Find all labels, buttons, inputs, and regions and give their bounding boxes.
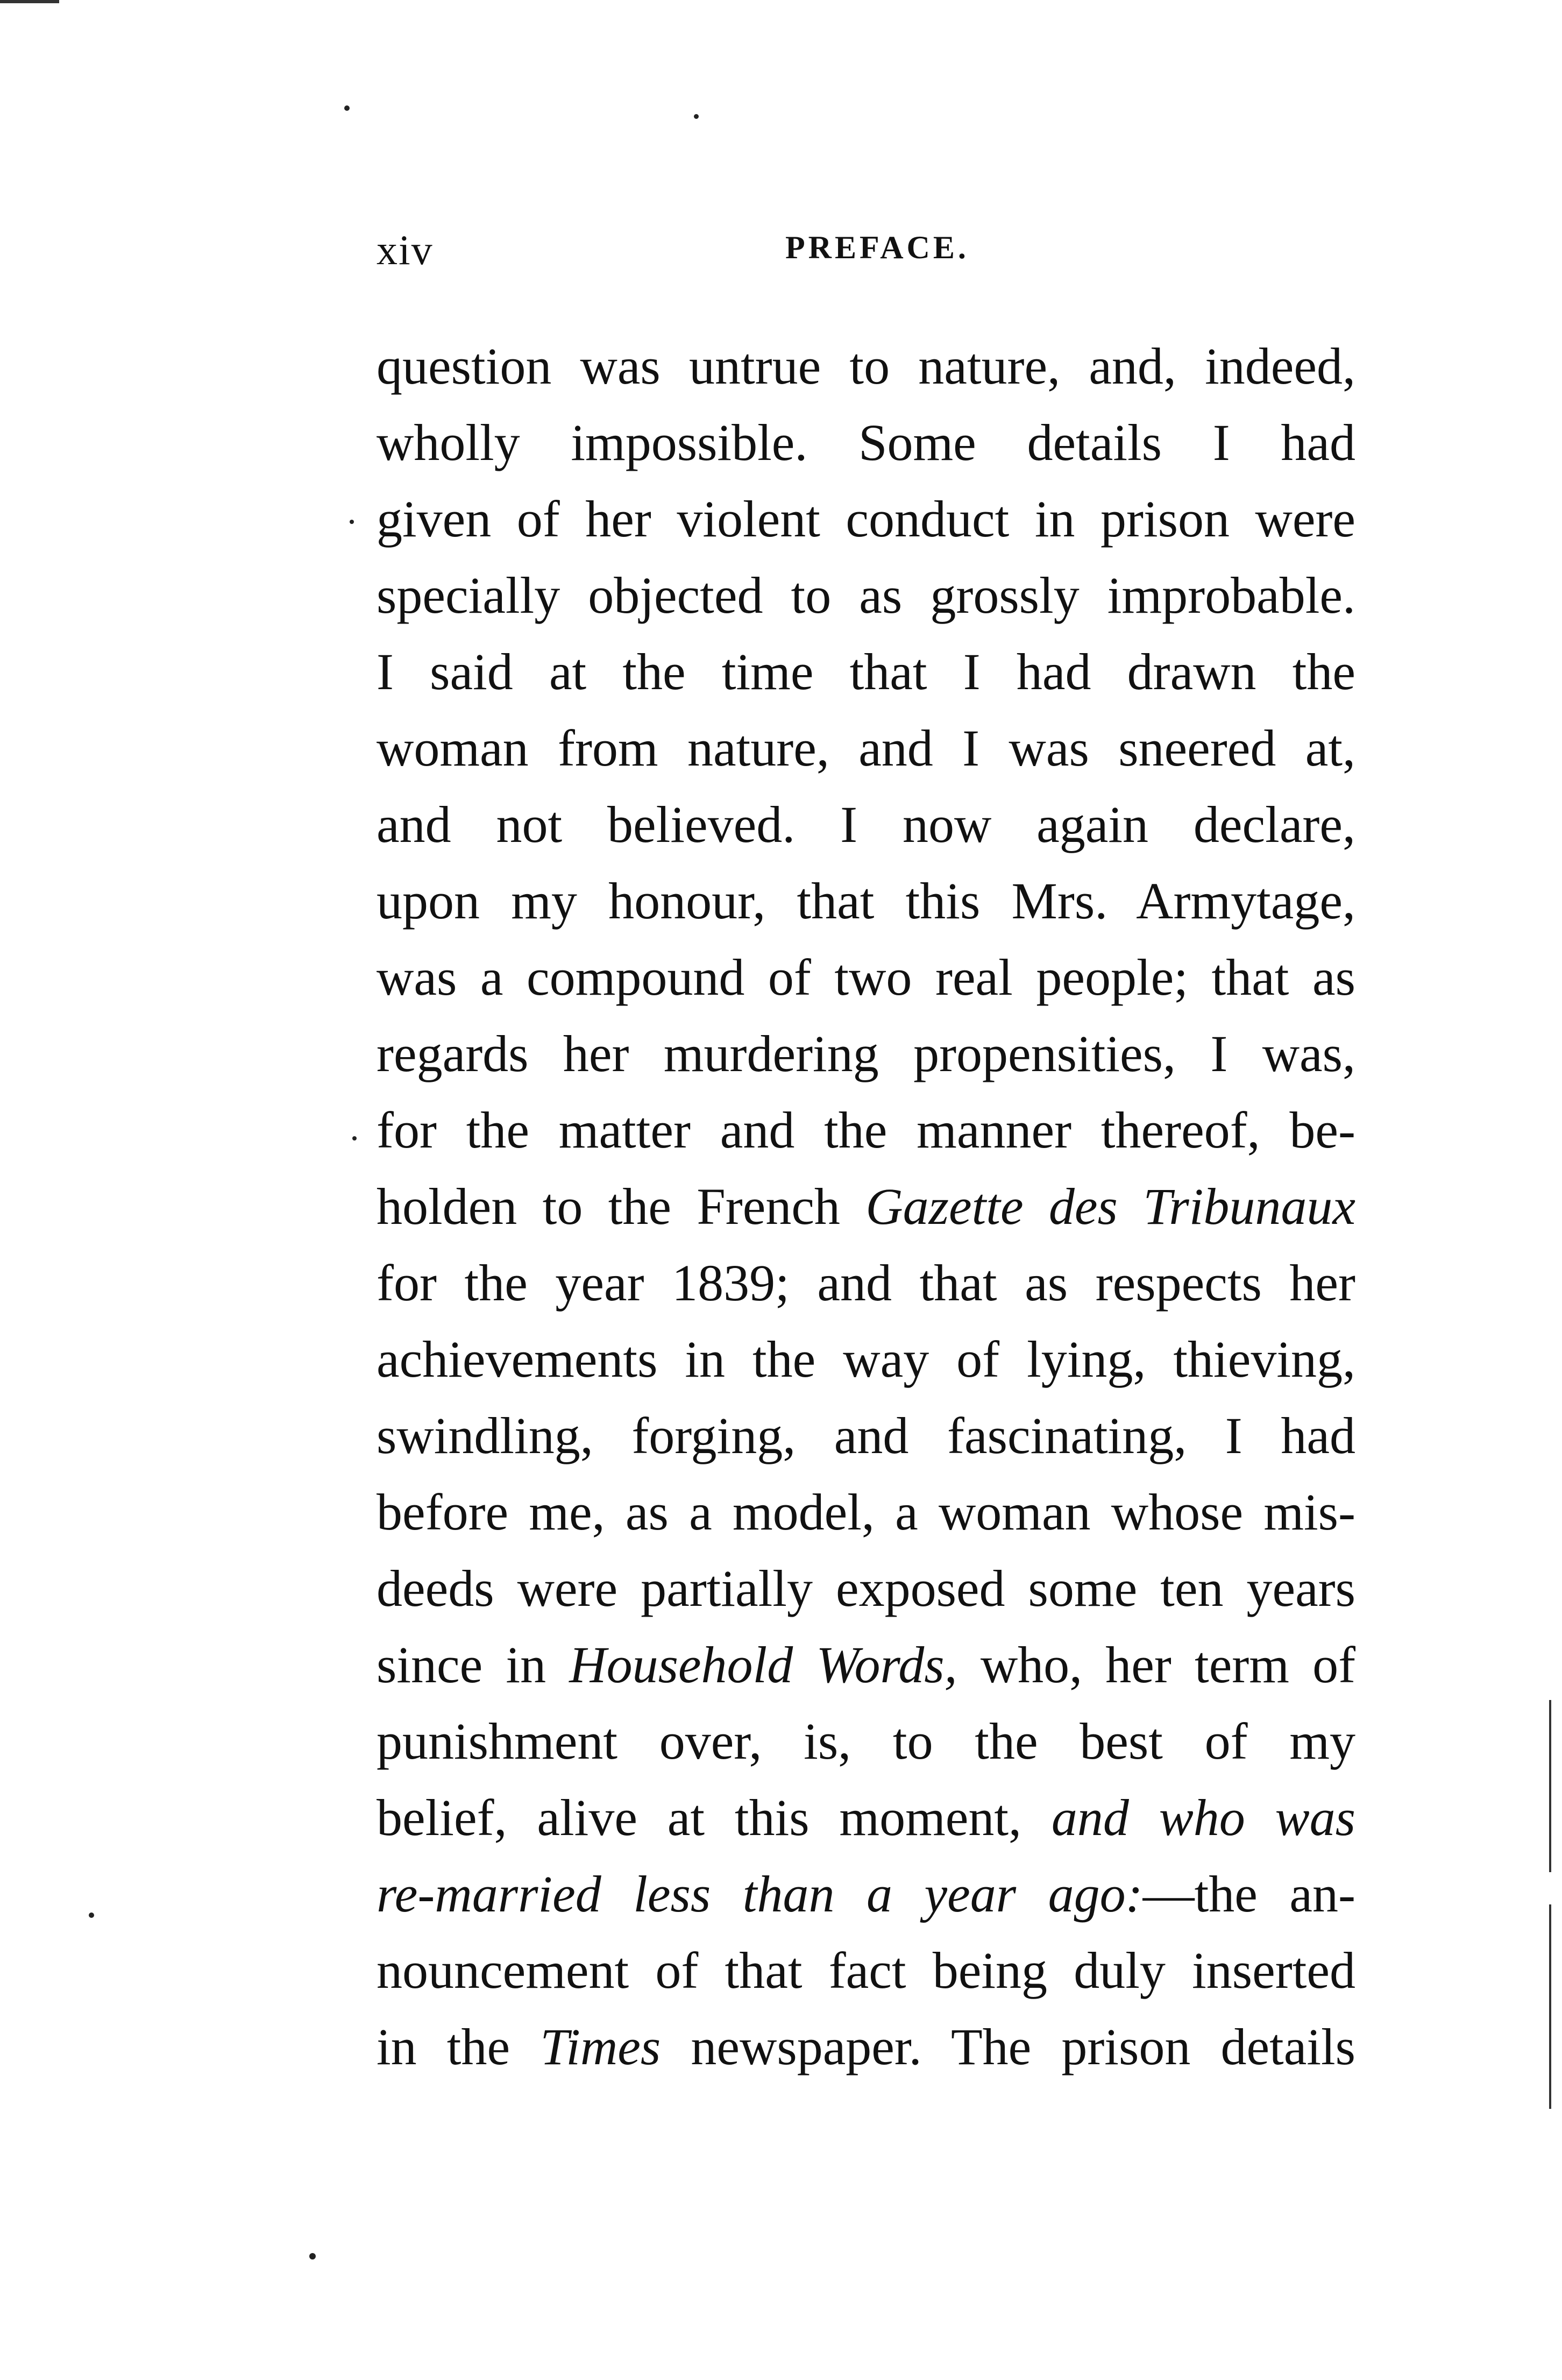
text-segment: newspaper. The prison details bbox=[691, 2018, 1355, 2076]
scan-speck bbox=[350, 520, 354, 524]
text-line: I said at the time that I had drawn the bbox=[377, 643, 1355, 700]
text-segment: who, her term of bbox=[980, 1636, 1355, 1694]
scan-edge-mark bbox=[1549, 1904, 1551, 2109]
text-line bbox=[377, 1780, 1355, 1856]
scan-speck bbox=[694, 114, 699, 119]
italic-emphasis: re-married less than a year ago: bbox=[377, 1865, 1143, 1923]
italic-title: Household Words, bbox=[569, 1636, 957, 1694]
text-line: deeds were partially exposed some ten years bbox=[377, 1560, 1355, 1617]
text-line: for the year 1839; and that as respects her bbox=[377, 1254, 1355, 1312]
scan-speck bbox=[344, 105, 350, 111]
text-line bbox=[377, 2009, 1355, 2085]
text-line: and not believed. I now again declare, bbox=[377, 796, 1355, 853]
text-line: was a compound of two real people; that as bbox=[377, 948, 1355, 1006]
text-line: question was untrue to nature, and, indeed, bbox=[377, 337, 1355, 395]
italic-title: Gazette des Tribunaux bbox=[865, 1178, 1355, 1235]
text-line: nouncement of that fact being duly inserted bbox=[377, 1942, 1355, 1999]
body-text bbox=[377, 328, 1355, 2085]
scan-speck bbox=[352, 1136, 357, 1141]
text-line: wholly impossible. Some details I had bbox=[377, 414, 1355, 471]
text-segment: —the an- bbox=[1142, 1865, 1355, 1923]
text-segment: belief, alive at this moment, bbox=[377, 1789, 1022, 1846]
italic-emphasis: and who was bbox=[1051, 1789, 1355, 1846]
text-segment: in the bbox=[377, 2018, 510, 2076]
page-heading: PREFACE. bbox=[785, 230, 969, 265]
text-line: specially objected to as grossly improbable. bbox=[377, 566, 1355, 624]
text-line: punishment over, is, to the best of my bbox=[377, 1712, 1355, 1770]
page-number: xiv bbox=[377, 226, 434, 273]
text-line: regards her murdering propensities, I was, bbox=[377, 1025, 1355, 1082]
text-line bbox=[377, 1856, 1355, 1932]
text-line: before me, as a model, a woman whose mis- bbox=[377, 1483, 1355, 1541]
running-head bbox=[377, 226, 1361, 285]
scan-speck bbox=[89, 1912, 94, 1918]
text-line: achievements in the way of lying, thieving, bbox=[377, 1330, 1355, 1388]
text-line: upon my honour, that this Mrs. Armytage, bbox=[377, 872, 1355, 930]
scan-speck bbox=[309, 2253, 316, 2259]
scan-edge-mark bbox=[1549, 1700, 1551, 1872]
text-line: woman from nature, and I was sneered at, bbox=[377, 719, 1355, 777]
text-segment: holden to the French bbox=[377, 1178, 840, 1235]
text-line bbox=[377, 1168, 1355, 1245]
italic-title: Times bbox=[540, 2018, 661, 2076]
text-line: swindling, forging, and fascinating, I had bbox=[377, 1407, 1355, 1464]
text-line bbox=[377, 1627, 1355, 1703]
text-segment: since in bbox=[377, 1636, 546, 1694]
text-line: given of her violent conduct in prison were bbox=[377, 490, 1355, 548]
scan-edge-mark bbox=[0, 0, 59, 3]
text-line: for the matter and the manner thereof, be- bbox=[377, 1101, 1355, 1159]
